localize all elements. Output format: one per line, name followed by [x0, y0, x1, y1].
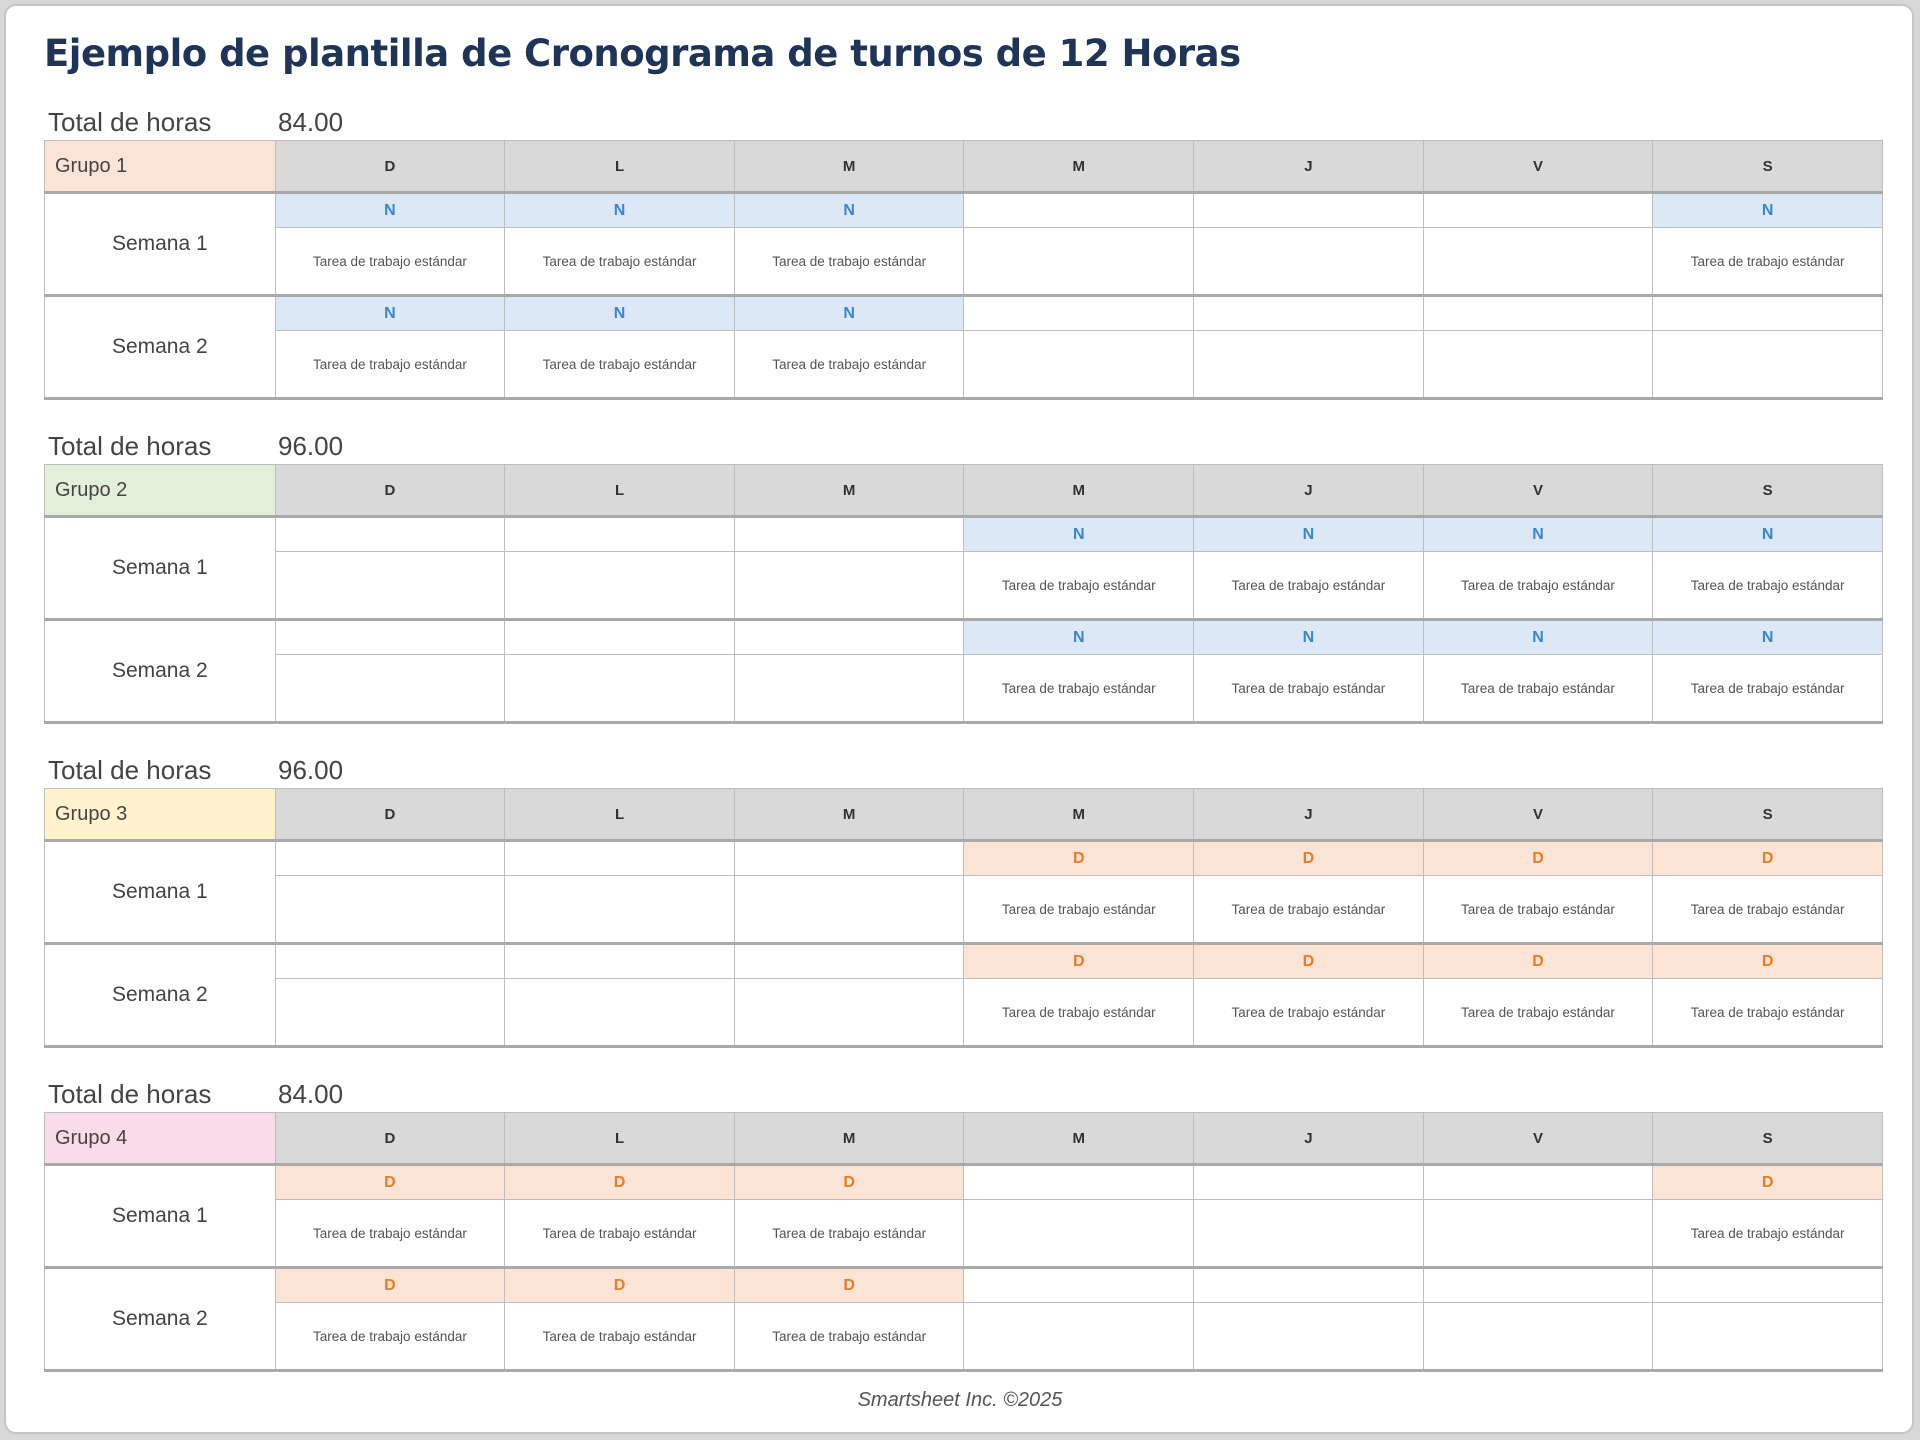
shift-code-cell[interactable]: [734, 841, 964, 876]
schedule-group-4: [44, 1080, 1883, 1372]
shift-schedule-table: [44, 140, 1883, 400]
day-header-cell[interactable]: D: [275, 465, 505, 517]
task-cell[interactable]: Tarea de trabajo estándar: [275, 1200, 505, 1268]
task-row: [45, 1200, 1883, 1268]
shift-code-cell[interactable]: [1423, 1268, 1653, 1303]
schedule-group-3: [44, 756, 1883, 1048]
shift-row: [45, 1165, 1883, 1200]
shift-code-cell[interactable]: [505, 944, 735, 979]
group-name-cell[interactable]: Grupo 4: [45, 1113, 276, 1165]
task-cell[interactable]: Tarea de trabajo estándar: [1423, 876, 1653, 944]
day-header-cell[interactable]: L: [505, 1113, 735, 1165]
shift-code-cell[interactable]: D: [1653, 841, 1883, 876]
task-cell[interactable]: Tarea de trabajo estándar: [964, 655, 1194, 723]
shift-code-cell[interactable]: D: [1653, 1165, 1883, 1200]
day-header-cell[interactable]: L: [505, 465, 735, 517]
task-cell[interactable]: Tarea de trabajo estándar: [505, 331, 735, 399]
task-cell[interactable]: [275, 552, 505, 620]
day-header-cell[interactable]: V: [1423, 1113, 1653, 1165]
shift-code-cell[interactable]: [734, 517, 964, 552]
shift-code-cell[interactable]: N: [1653, 517, 1883, 552]
task-cell[interactable]: Tarea de trabajo estándar: [1423, 979, 1653, 1047]
day-header-row: [45, 141, 1883, 193]
task-cell[interactable]: Tarea de trabajo estándar: [734, 331, 964, 399]
day-header-cell[interactable]: S: [1653, 141, 1883, 193]
day-header-cell[interactable]: L: [505, 141, 735, 193]
task-cell[interactable]: Tarea de trabajo estándar: [1653, 979, 1883, 1047]
day-header-cell[interactable]: M: [964, 789, 1194, 841]
task-cell[interactable]: [964, 228, 1194, 296]
spreadsheet-page: [4, 4, 1914, 1434]
shift-code-cell[interactable]: N: [1423, 620, 1653, 655]
day-header-cell[interactable]: J: [1194, 789, 1424, 841]
total-hours-row: [44, 432, 1883, 464]
shift-code-cell[interactable]: [275, 620, 505, 655]
shift-row: [45, 944, 1883, 979]
schedule-group-1: [44, 108, 1883, 400]
day-header-cell[interactable]: L: [505, 789, 735, 841]
week-label-cell[interactable]: Semana 2: [45, 296, 276, 399]
task-cell[interactable]: [1653, 1303, 1883, 1371]
shift-code-cell[interactable]: D: [505, 1268, 735, 1303]
shift-row: [45, 193, 1883, 228]
task-row: [45, 552, 1883, 620]
task-row: [45, 876, 1883, 944]
shift-code-cell[interactable]: [275, 841, 505, 876]
day-header-cell[interactable]: J: [1194, 465, 1424, 517]
task-cell[interactable]: [734, 552, 964, 620]
shift-code-cell[interactable]: N: [1653, 193, 1883, 228]
shift-schedule-table: [44, 464, 1883, 724]
shift-row: [45, 296, 1883, 331]
task-cell[interactable]: Tarea de trabajo estándar: [275, 1303, 505, 1371]
group-name-cell[interactable]: Grupo 3: [45, 789, 276, 841]
task-row: [45, 1303, 1883, 1371]
task-cell[interactable]: [505, 876, 735, 944]
task-cell[interactable]: Tarea de trabajo estándar: [964, 552, 1194, 620]
task-cell[interactable]: Tarea de trabajo estándar: [964, 979, 1194, 1047]
shift-code-cell[interactable]: [1653, 296, 1883, 331]
task-cell[interactable]: Tarea de trabajo estándar: [734, 1200, 964, 1268]
week-label-cell[interactable]: Semana 2: [45, 1268, 276, 1371]
shift-code-cell[interactable]: D: [734, 1165, 964, 1200]
task-cell[interactable]: [275, 655, 505, 723]
task-cell[interactable]: Tarea de trabajo estándar: [1194, 552, 1424, 620]
task-cell[interactable]: Tarea de trabajo estándar: [1653, 655, 1883, 723]
task-cell[interactable]: [734, 979, 964, 1047]
task-cell[interactable]: [1194, 228, 1424, 296]
task-cell[interactable]: [964, 1200, 1194, 1268]
week-label-cell[interactable]: Semana 1: [45, 517, 276, 620]
task-cell[interactable]: [1423, 1200, 1653, 1268]
group-name-cell[interactable]: Grupo 1: [45, 141, 276, 193]
schedule-group-2: [44, 432, 1883, 724]
shift-code-cell[interactable]: N: [1423, 517, 1653, 552]
total-hours-value[interactable]: 84.00: [278, 107, 344, 137]
task-cell[interactable]: Tarea de trabajo estándar: [1423, 655, 1653, 723]
day-header-cell[interactable]: S: [1653, 789, 1883, 841]
task-cell[interactable]: [1194, 331, 1424, 399]
day-header-cell[interactable]: V: [1423, 465, 1653, 517]
shift-code-cell[interactable]: [505, 841, 735, 876]
task-cell[interactable]: [1653, 331, 1883, 399]
total-hours-label: Total de horas: [48, 755, 212, 785]
shift-code-cell[interactable]: [1423, 1165, 1653, 1200]
task-cell[interactable]: [275, 979, 505, 1047]
total-hours-value[interactable]: 84.00: [278, 1079, 344, 1109]
task-cell[interactable]: [275, 876, 505, 944]
shift-code-cell[interactable]: N: [734, 296, 964, 331]
week-label-cell[interactable]: Semana 2: [45, 620, 276, 723]
task-cell[interactable]: [505, 655, 735, 723]
shift-schedule-table: [44, 788, 1883, 1048]
week-label-cell[interactable]: Semana 1: [45, 841, 276, 944]
shift-code-cell[interactable]: [964, 193, 1194, 228]
shift-schedule-table: [44, 1112, 1883, 1372]
shift-code-cell[interactable]: N: [734, 193, 964, 228]
task-cell[interactable]: [964, 1303, 1194, 1371]
day-header-cell[interactable]: M: [734, 789, 964, 841]
day-header-cell[interactable]: J: [1194, 141, 1424, 193]
shift-code-cell[interactable]: N: [505, 193, 735, 228]
task-cell[interactable]: [1194, 1200, 1424, 1268]
shift-code-cell[interactable]: N: [275, 296, 505, 331]
task-cell[interactable]: Tarea de trabajo estándar: [275, 228, 505, 296]
shift-row: [45, 1268, 1883, 1303]
shift-code-cell[interactable]: [1423, 193, 1653, 228]
day-header-cell[interactable]: M: [964, 1113, 1194, 1165]
day-header-cell[interactable]: D: [275, 789, 505, 841]
shift-code-cell[interactable]: D: [275, 1165, 505, 1200]
task-cell[interactable]: Tarea de trabajo estándar: [1653, 1200, 1883, 1268]
shift-code-cell[interactable]: [1423, 296, 1653, 331]
shift-code-cell[interactable]: N: [275, 193, 505, 228]
shift-code-cell[interactable]: D: [1194, 841, 1424, 876]
total-hours-value[interactable]: 96.00: [278, 755, 344, 785]
task-cell[interactable]: [505, 552, 735, 620]
task-cell[interactable]: [734, 876, 964, 944]
day-header-row: [45, 789, 1883, 841]
task-cell[interactable]: Tarea de trabajo estándar: [964, 876, 1194, 944]
page-title: Ejemplo de plantilla de Cronograma de turnos de 12 Horas: [44, 32, 1241, 75]
day-header-row: [45, 465, 1883, 517]
total-hours-label: Total de horas: [48, 107, 212, 137]
week-label-cell[interactable]: Semana 2: [45, 944, 276, 1047]
shift-code-cell[interactable]: [1194, 296, 1424, 331]
shift-code-cell[interactable]: [964, 1268, 1194, 1303]
day-header-cell[interactable]: D: [275, 141, 505, 193]
task-row: [45, 331, 1883, 399]
task-row: [45, 979, 1883, 1047]
shift-code-cell[interactable]: [734, 620, 964, 655]
task-row: [45, 655, 1883, 723]
shift-code-cell[interactable]: [275, 944, 505, 979]
total-hours-label: Total de horas: [48, 1079, 212, 1109]
day-header-cell[interactable]: M: [964, 141, 1194, 193]
shift-row: [45, 841, 1883, 876]
shift-code-cell[interactable]: N: [1194, 517, 1424, 552]
shift-code-cell[interactable]: [1194, 193, 1424, 228]
footer-copyright: Smartsheet Inc. ©2025: [857, 1389, 1063, 1411]
total-hours-row: [44, 756, 1883, 788]
shift-code-cell[interactable]: D: [1653, 944, 1883, 979]
task-cell[interactable]: [1194, 1303, 1424, 1371]
shift-code-cell[interactable]: [505, 517, 735, 552]
shift-code-cell[interactable]: D: [964, 841, 1194, 876]
shift-code-cell[interactable]: D: [1194, 944, 1424, 979]
day-header-cell[interactable]: J: [1194, 1113, 1424, 1165]
day-header-cell[interactable]: V: [1423, 141, 1653, 193]
task-cell[interactable]: Tarea de trabajo estándar: [1194, 979, 1424, 1047]
shift-code-cell[interactable]: D: [964, 944, 1194, 979]
shift-code-cell[interactable]: D: [1423, 841, 1653, 876]
task-cell[interactable]: [964, 331, 1194, 399]
task-cell[interactable]: [1423, 1303, 1653, 1371]
task-cell[interactable]: Tarea de trabajo estándar: [1194, 655, 1424, 723]
shift-code-cell[interactable]: [734, 944, 964, 979]
shift-row: [45, 517, 1883, 552]
week-label-cell[interactable]: Semana 1: [45, 1165, 276, 1268]
total-hours-label: Total de horas: [48, 431, 212, 461]
day-header-cell[interactable]: D: [275, 1113, 505, 1165]
week-label-cell[interactable]: Semana 1: [45, 193, 276, 296]
shift-code-cell[interactable]: [505, 620, 735, 655]
shift-code-cell[interactable]: N: [505, 296, 735, 331]
total-hours-row: [44, 108, 1883, 140]
task-cell[interactable]: Tarea de trabajo estándar: [505, 1303, 735, 1371]
day-header-cell[interactable]: M: [734, 465, 964, 517]
shift-code-cell[interactable]: [1194, 1165, 1424, 1200]
shift-code-cell[interactable]: N: [964, 517, 1194, 552]
task-cell[interactable]: Tarea de trabajo estándar: [505, 228, 735, 296]
shift-code-cell[interactable]: [1194, 1268, 1424, 1303]
task-cell[interactable]: Tarea de trabajo estándar: [734, 1303, 964, 1371]
day-header-cell[interactable]: S: [1653, 465, 1883, 517]
task-cell[interactable]: Tarea de trabajo estándar: [1194, 876, 1424, 944]
total-hours-value[interactable]: 96.00: [278, 431, 344, 461]
task-cell[interactable]: [1423, 331, 1653, 399]
task-cell[interactable]: [1423, 228, 1653, 296]
shift-code-cell[interactable]: D: [734, 1268, 964, 1303]
task-cell[interactable]: [734, 655, 964, 723]
shift-code-cell[interactable]: D: [505, 1165, 735, 1200]
total-hours-row: [44, 1080, 1883, 1112]
day-header-cell[interactable]: M: [734, 1113, 964, 1165]
task-cell[interactable]: Tarea de trabajo estándar: [505, 1200, 735, 1268]
shift-code-cell[interactable]: D: [275, 1268, 505, 1303]
day-header-cell[interactable]: V: [1423, 789, 1653, 841]
day-header-row: [45, 1113, 1883, 1165]
shift-code-cell[interactable]: N: [964, 620, 1194, 655]
task-cell[interactable]: Tarea de trabajo estándar: [1653, 552, 1883, 620]
shift-code-cell[interactable]: [964, 296, 1194, 331]
task-cell[interactable]: Tarea de trabajo estándar: [1653, 228, 1883, 296]
task-cell[interactable]: Tarea de trabajo estándar: [275, 331, 505, 399]
shift-code-cell[interactable]: [964, 1165, 1194, 1200]
day-header-cell[interactable]: M: [964, 465, 1194, 517]
shift-row: [45, 620, 1883, 655]
day-header-cell[interactable]: M: [734, 141, 964, 193]
shift-code-cell[interactable]: [275, 517, 505, 552]
task-cell[interactable]: Tarea de trabajo estándar: [1653, 876, 1883, 944]
group-name-cell[interactable]: Grupo 2: [45, 465, 276, 517]
task-cell[interactable]: [505, 979, 735, 1047]
shift-code-cell[interactable]: N: [1194, 620, 1424, 655]
shift-code-cell[interactable]: D: [1423, 944, 1653, 979]
shift-code-cell[interactable]: [1653, 1268, 1883, 1303]
day-header-cell[interactable]: S: [1653, 1113, 1883, 1165]
shift-code-cell[interactable]: N: [1653, 620, 1883, 655]
task-row: [45, 228, 1883, 296]
task-cell[interactable]: Tarea de trabajo estándar: [1423, 552, 1653, 620]
task-cell[interactable]: Tarea de trabajo estándar: [734, 228, 964, 296]
